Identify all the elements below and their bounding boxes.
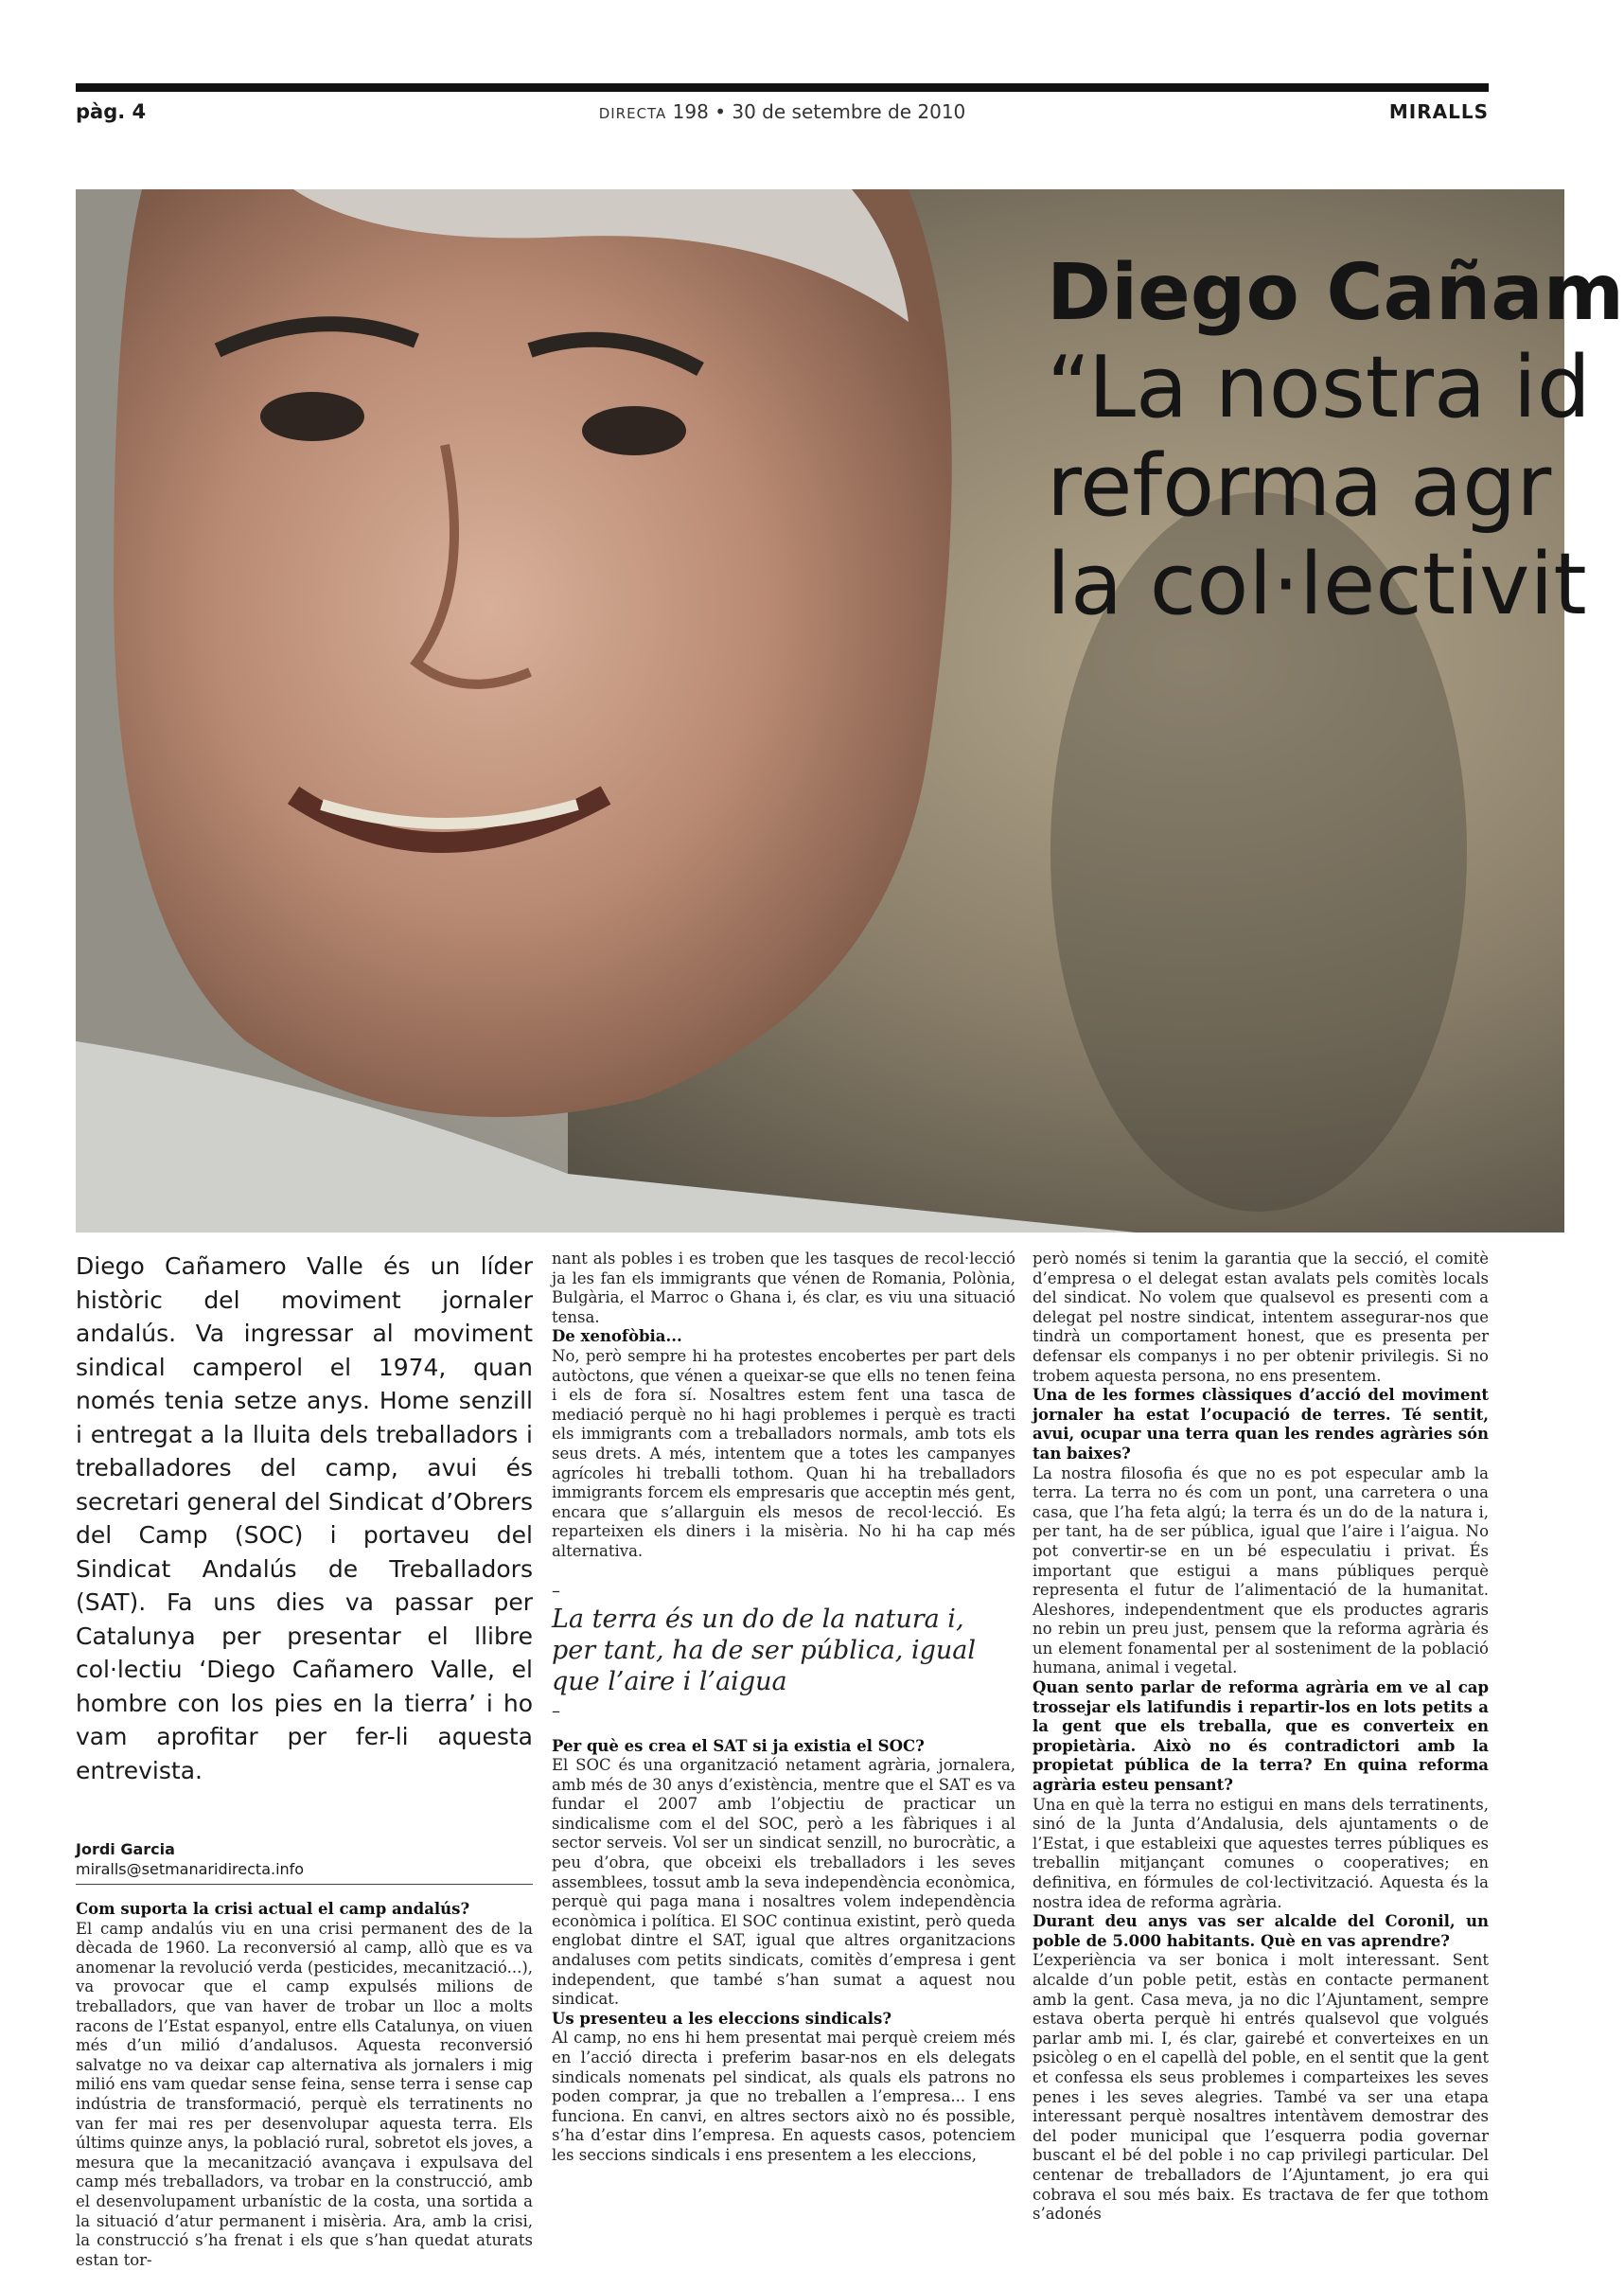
pull-quote: La terra és un do de la natura i, per tant, ha de ser pública, igual que l’aire i l’aigua [552,1604,976,1696]
page-header [76,97,1489,131]
question-2: De xenofòbia... [552,1327,682,1346]
answer-1-continued: nant als pobles i es troben que les tasques de recol·lecció ja les fan els immigrants que vénen de Romania, Polònia, Bulgària, el Marroc o Ghana i, és clar, es viu una situació tensa. [552,1250,1015,1326]
column-2 [552,1250,1015,2166]
intro-paragraph: Diego Cañamero Valle és un líder històric del moviment jornaler andalús. Va ingressar al moviment sindical camperol el 1974, quan només tenia setze anys. Home senzill i entregat a la lluita dels treballadors i treballadores del camp, avui és secretari general del Sindicat d’Obrers del Camp (SOC) i portaveu del Sindicat Andalús de Treballadors (SAT). Fa uns dies va passar per Catalunya per presentar el llibre col·lectiu ‘Diego Cañamero Valle, el hombre con los pies en la tierra’ i ho vam aprofitar per fer-li aquesta entrevista. [76,1252,533,1784]
issue-date: 198 • 30 de setembre de 2010 [672,100,966,123]
column-1 [76,1250,533,2270]
question-7: Durant deu anys vas ser alcalde del Coronil, un poble de 5.000 habitants. Què en vas aprendre? [1033,1912,1489,1950]
pull-quote-dash-top: – [552,1580,560,1601]
author-name: Jordi Garcia [76,1840,175,1858]
headline-quote-line-3: la col·lectivit [1047,535,1587,634]
question-4: Us presenteu a les eleccions sindicals? [552,2009,892,2028]
answer-1: El camp andalús viu en una crisi permanent des de la dècada de 1960. La reconversió al camp, allò que es va anomenar la revolució verda (pesticides, mecanització...), va provocar que el camp expulsés milions de treballadors, que van haver de trobar un lloc a molts racons de l’Estat espanyol, entre ells Catalunya, on viuen més d’un milió d’andalusos. Aquesta reconversió salvatge no va deixar cap alternativa als jornalers i mig milió ens vam quedar sense feina, sense terra i sense cap indústria de transformació, perquè els terratinents no van fer mai res per desenvolupar aquesta terra. Els últims quinze anys, la població rural, sobretot els joves, a mesura que la mecanització avançava i expulsava del camp més treballadors, va trobar en la construcció, amb el desenvolupament urbanístic de la costa, una sortida a la situació d’atur permanent i misèria. Ara, amb la crisi, la construcció s’ha frenat i els que s’han quedat aturats estan tor- [76,1919,533,2269]
answer-4: Al camp, no ens hi hem presentat mai perquè creiem més en l’acció directa i preferim basar-nos en els delegats sindicals nomenats pel sindicat, als quals els patrons no poden comprar, ja que no treballen a l’empresa... I ens funciona. En canvi, en altres sectors això no és possible, s’ha d’estar dins l’empresa. En aquests casos, potenciem les seccions sindicals i ens presentem a les eleccions, [552,2029,1015,2164]
question-5: Una de les formes clàssiques d’acció del moviment jornaler ha estat l’ocupació de terres. Té sentit, avui, ocupar una terra quan les rendes agràries són tan baixes? [1033,1386,1489,1463]
page-number: pàg. 4 [76,100,147,123]
section-name: MIRALLS [1388,100,1489,123]
column-3 [1033,1250,1489,2225]
question-1: Com suporta la crisi actual el camp andalús? [76,1900,470,1918]
headline-quote-line-2: reforma agr [1047,436,1552,536]
pull-quote-dash-bottom: – [552,1700,560,1721]
byline-divider [76,1884,533,1885]
question-6: Quan sento parlar de reforma agrària em ve al cap trossejar els latifundis i repartir-los en lots petits a la gent que els treballa, que es converteix en propietària. Això no és contradictori amb la propietat pública de la terra? En quina reforma agrària esteu pensant? [1033,1678,1489,1795]
answer-7: L’experiència va ser bonica i molt interessant. Sent alcalde d’un poble petit, estàs en contacte permanent amb la gent. Casa meva, ja no dic l’Ajuntament, sempre estava oberta perquè hi entrés qualsevol que volgués parlar amb mi. I, és clar, gairebé et converteixes en un psicòleg o en el capellà del poble, en el sentit que la gent et confessa els seus problemes i comparteixes les seves penes i les seves alegries. També va ser una etapa interessant perquè nosaltres intentàvem demostrar des del poder municipal que l’esquerra podia governar buscant el bé del poble i no cap privilegi particular. Del centenar de treballadors de l’Ajuntament, jo era qui cobrava el sou més baix. Es tractava de fer que tothom s’adonés [1033,1951,1489,2224]
answer-2: No, però sempre hi ha protestes encobertes per part dels autòctons, que vénen a queixar-se que ells no tenen feina i els de fora sí. Nosaltres estem fent una tasca de mediació perquè no hi hagi problemes i perquè es tracti els immigrants com a treballadors normals, amb tots els seus drets. A més, intentem que a totes les campanyes agrícoles hi treballi tothom. Quan hi ha treballadors immigrants forcem els empresaris que acceptin més gent, encara que s’allarguin els mesos de recol·lecció. Es reparteixen els diners i la misèria. No hi ha cap més alternativa. [552,1346,1015,1560]
author-email[interactable]: miralls@setmanaridirecta.info [76,1860,305,1878]
headline-quote-line-1: “La nostra id [1047,338,1591,437]
question-3: Per què es crea el SAT si ja existia el SOC? [552,1736,925,1755]
answer-3: El SOC és una organització netament agrària, jornalera, amb més de 30 anys d’existència, mentre que el SAT es va fundar el 2007 amb l’objectiu de practicar un sindicalisme com el del SOC, però a les fàbriques i al sector serveis. Vol ser un sindicat senzill, no burocràtic, a peu d’obra, que obceixi els treballadors i les seves assemblees, tossut amb la seva independència econòmica, perquè qui paga mana i nosaltres volem independència econòmica i política. El SOC continua existint, però queda englobat dintre el SAT, igual que altres organitzacions andaluses com petits sindicats, comitès d’empresa i gent independent, que també s’han sumat a aquest nou sindicat. [552,1756,1015,2009]
publication-name: DIRECTA [598,105,667,122]
answer-6: Una en què la terra no estigui en mans dels terratinents, sinó de la Junta d’Andalusia, dels ajuntaments o de l’Estat, i que estableixi que aquestes terres públiques es treballin mitjançant comunes o cooperatives; en definitiva, en fórmules de col·lectivització. Aquesta és la nostra idea de reforma agrària. [1033,1795,1489,1911]
headline-name: Diego Cañam [1047,248,1624,338]
answer-4-continued: però només si tenim la garantia que la secció, el comitè d’empresa o el delegat estan avalats pels comitès locals del sindicat. No volem que qualsevol es presenti com a delegat pel nostre sindicat, intentem assegurar-nos que tindrà un comportament honest, que es presenta per defensar els companys i no per obtenir privilegis. Si no trobem aquesta persona, no ens presentem. [1033,1250,1489,1385]
issue-info [76,100,1489,123]
headline-block [1047,248,1624,646]
top-rule [76,83,1489,92]
answer-5: La nostra filosofia és que no es pot especular amb la terra. La terra no és com un pont, una carretera o una casa, que l’ha feta algú; la terra és un do de la natura i, per tant, ha de ser pública, igual que l’aire i l’aigua. No pot convertir-se en un bé especulatiu i privat. És important que estigui a mans públiques perquè representa el futur de l’alimentació de la humanitat. Aleshores, independentment que els productes agraris no rebin un preu just, pensem que la reforma agrària és un element fonamental per al sosteniment de la població humana, animal i vegetal. [1033,1463,1489,1677]
